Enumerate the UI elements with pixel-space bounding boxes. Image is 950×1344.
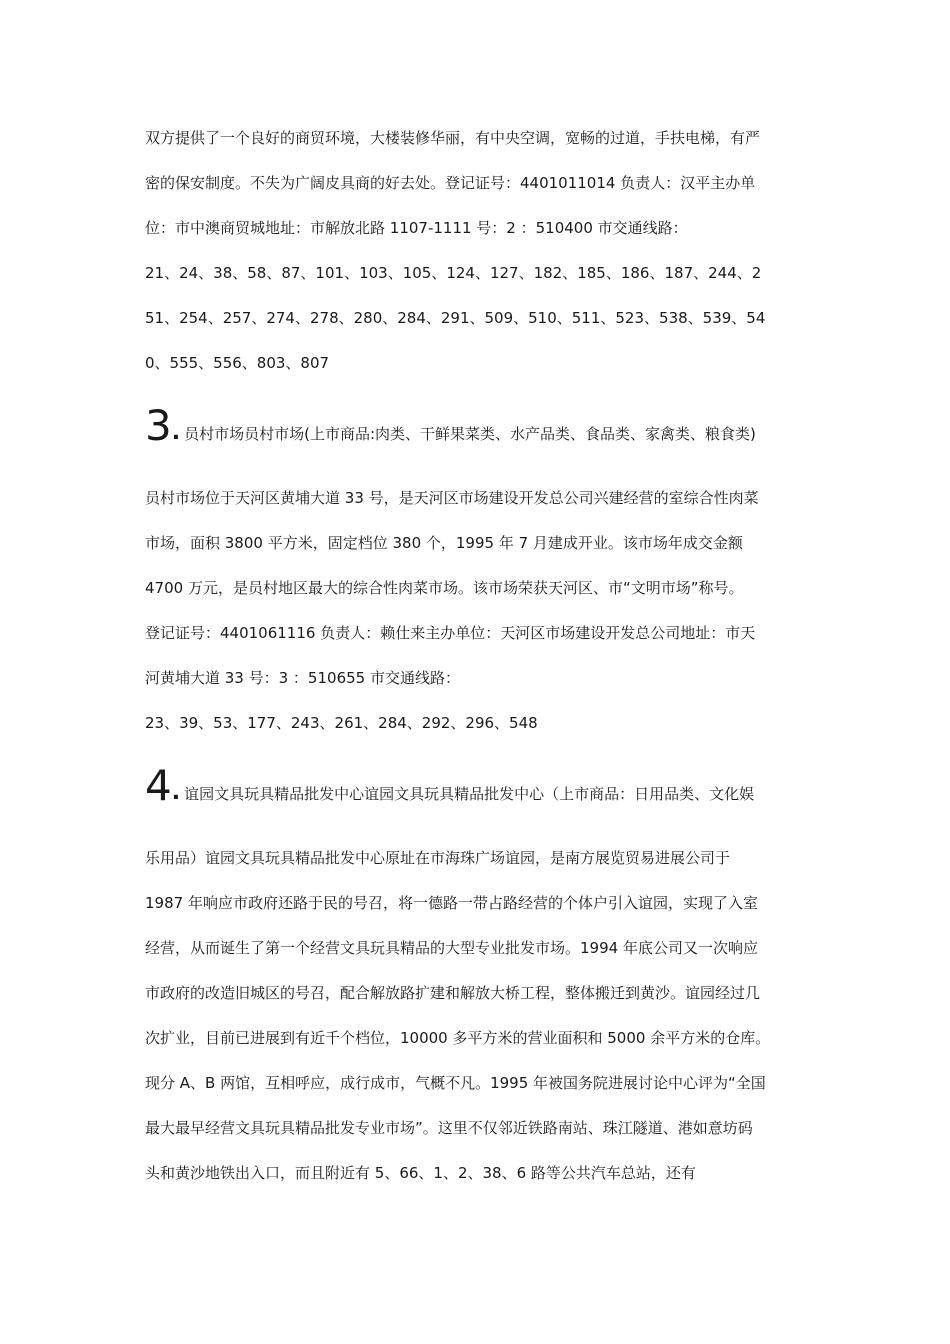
section-4-heading [145, 761, 815, 810]
paragraph-line: 位：市中澳商贸城地址：市解放北路 1107-1111 号：2 ：510400 市交通线路： [145, 219, 688, 237]
section-number-dot: . [171, 420, 181, 445]
section-number-dot: . [171, 780, 181, 805]
paragraph-line: 头和黄沙地铁出入口，而且附近有 5、66、1、2、38、6 路等公共汽车总站，还有 [145, 1164, 696, 1182]
paragraph-line: 员村市场位于天河区黄埔大道 33 号，是天河区市场建设开发总公司兴建经营的室综合性肉菜 [145, 489, 759, 507]
paragraph-line: 河黄埔大道 33 号：3 ：510655 市交通线路： [145, 669, 460, 687]
paragraph-line: 双方提供了一个良好的商贸环境，大楼装修华丽，有中央空调，宽畅的过道，手扶电梯，有严 [145, 129, 761, 147]
paragraph-line: 市政府的改造旧城区的号召，配合解放路扩建和解放大桥工程，整体搬迁到黄沙。谊园经过几 [145, 984, 761, 1002]
paragraph-line: 密的保安制度。不失为广阔皮具商的好去处。登记证号：4401011014 负责人：汉平主办单 [145, 174, 756, 192]
section-3-heading [145, 401, 815, 450]
paragraph-line: 4700 万元，是员村地区最大的综合性肉菜市场。该市场荣获天河区、市“文明市场”称号。 [145, 579, 744, 597]
paragraph-line: 乐用品）谊园文具玩具精品批发中心原址在市海珠广场谊园，是南方展览贸易进展公司于 [145, 849, 731, 867]
paragraph-line: 23、39、53、177、243、261、284、292、296、548 [145, 714, 538, 732]
paragraph-line: 市场，面积 3800 平方米，固定档位 380 个，1995 年 7 月建成开业。该市场年成交金额 [145, 534, 743, 552]
paragraph-line: 现分 A、B 两馆，互相呼应，成行成市，气概不凡。1995 年被国务院进展讨论中心评为“全国 [145, 1074, 766, 1092]
paragraph-line: 21、24、38、58、87、101、103、105、124、127、182、185、186、187、244、2 [145, 264, 762, 282]
paragraph-line: 最大最早经营文具玩具精品批发专业市场”。这里不仅邻近铁路南站、珠江隧道、港如意坊码 [145, 1119, 753, 1137]
section-number: 4 [145, 761, 172, 810]
paragraph-line: 登记证号：4401061116 负责人：赖仕来主办单位：天河区市场建设开发总公司地址：市天 [145, 624, 756, 642]
section-title: 员村市场员村市场(上市商品:肉类、干鲜果菜类、水产品类、食品类、家禽类、粮食类) [184, 425, 756, 443]
paragraph-line: 次扩业，目前已进展到有近千个档位，10000 多平方米的营业面积和 5000 余平方米的仓库。 [145, 1029, 771, 1047]
paragraph-line: 经营，从而诞生了第一个经营文具玩具精品的大型专业批发市场。1994 年底公司又一次响应 [145, 939, 758, 957]
paragraph-line: 1987 年响应市政府还路于民的号召，将一德路一带占路经营的个体户引入谊园，实现了入室 [145, 894, 758, 912]
section-number: 3 [145, 401, 172, 450]
paragraph-line: 0、555、556、803、807 [145, 354, 330, 372]
paragraph-line: 51、254、257、274、278、280、284、291、509、510、511、523、538、539、54 [145, 309, 766, 327]
section-title: 谊园文具玩具精品批发中心谊园文具玩具精品批发中心（上市商品：日用品类、文化娱 [184, 785, 755, 803]
